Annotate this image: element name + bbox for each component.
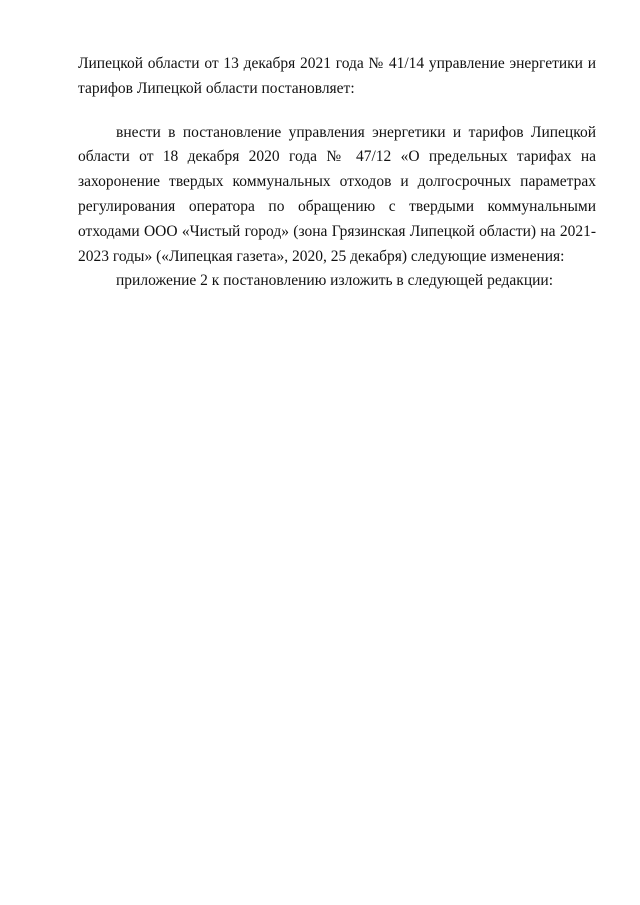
paragraph-appendix-instruction: приложение 2 к постановлению изложить в следующей редакции: [116,272,554,290]
document-body [78,52,596,294]
paragraph-amendment: внести в постановление управления энергетики и тарифов Липецкой области от 18 декабря 2020 года № 47/12 «О предельных тарифах на захоронение твердых коммунальных отходов и долгосрочных параметрах регулирования оператора по обращению с твердыми коммунальными отходами ООО «Чистый город» (зона Грязинская Липецкой области) на 2021-2023 годы» («Липецкая газета», 2020, 25 декабря) следующие изменения: [78,123,596,265]
paragraph-preamble-end: Липецкой области от 13 декабря 2021 года № 41/14 управление энергетики и тарифов Липецкой области постановляет: [78,55,596,97]
paragraph-spacer [78,102,596,121]
